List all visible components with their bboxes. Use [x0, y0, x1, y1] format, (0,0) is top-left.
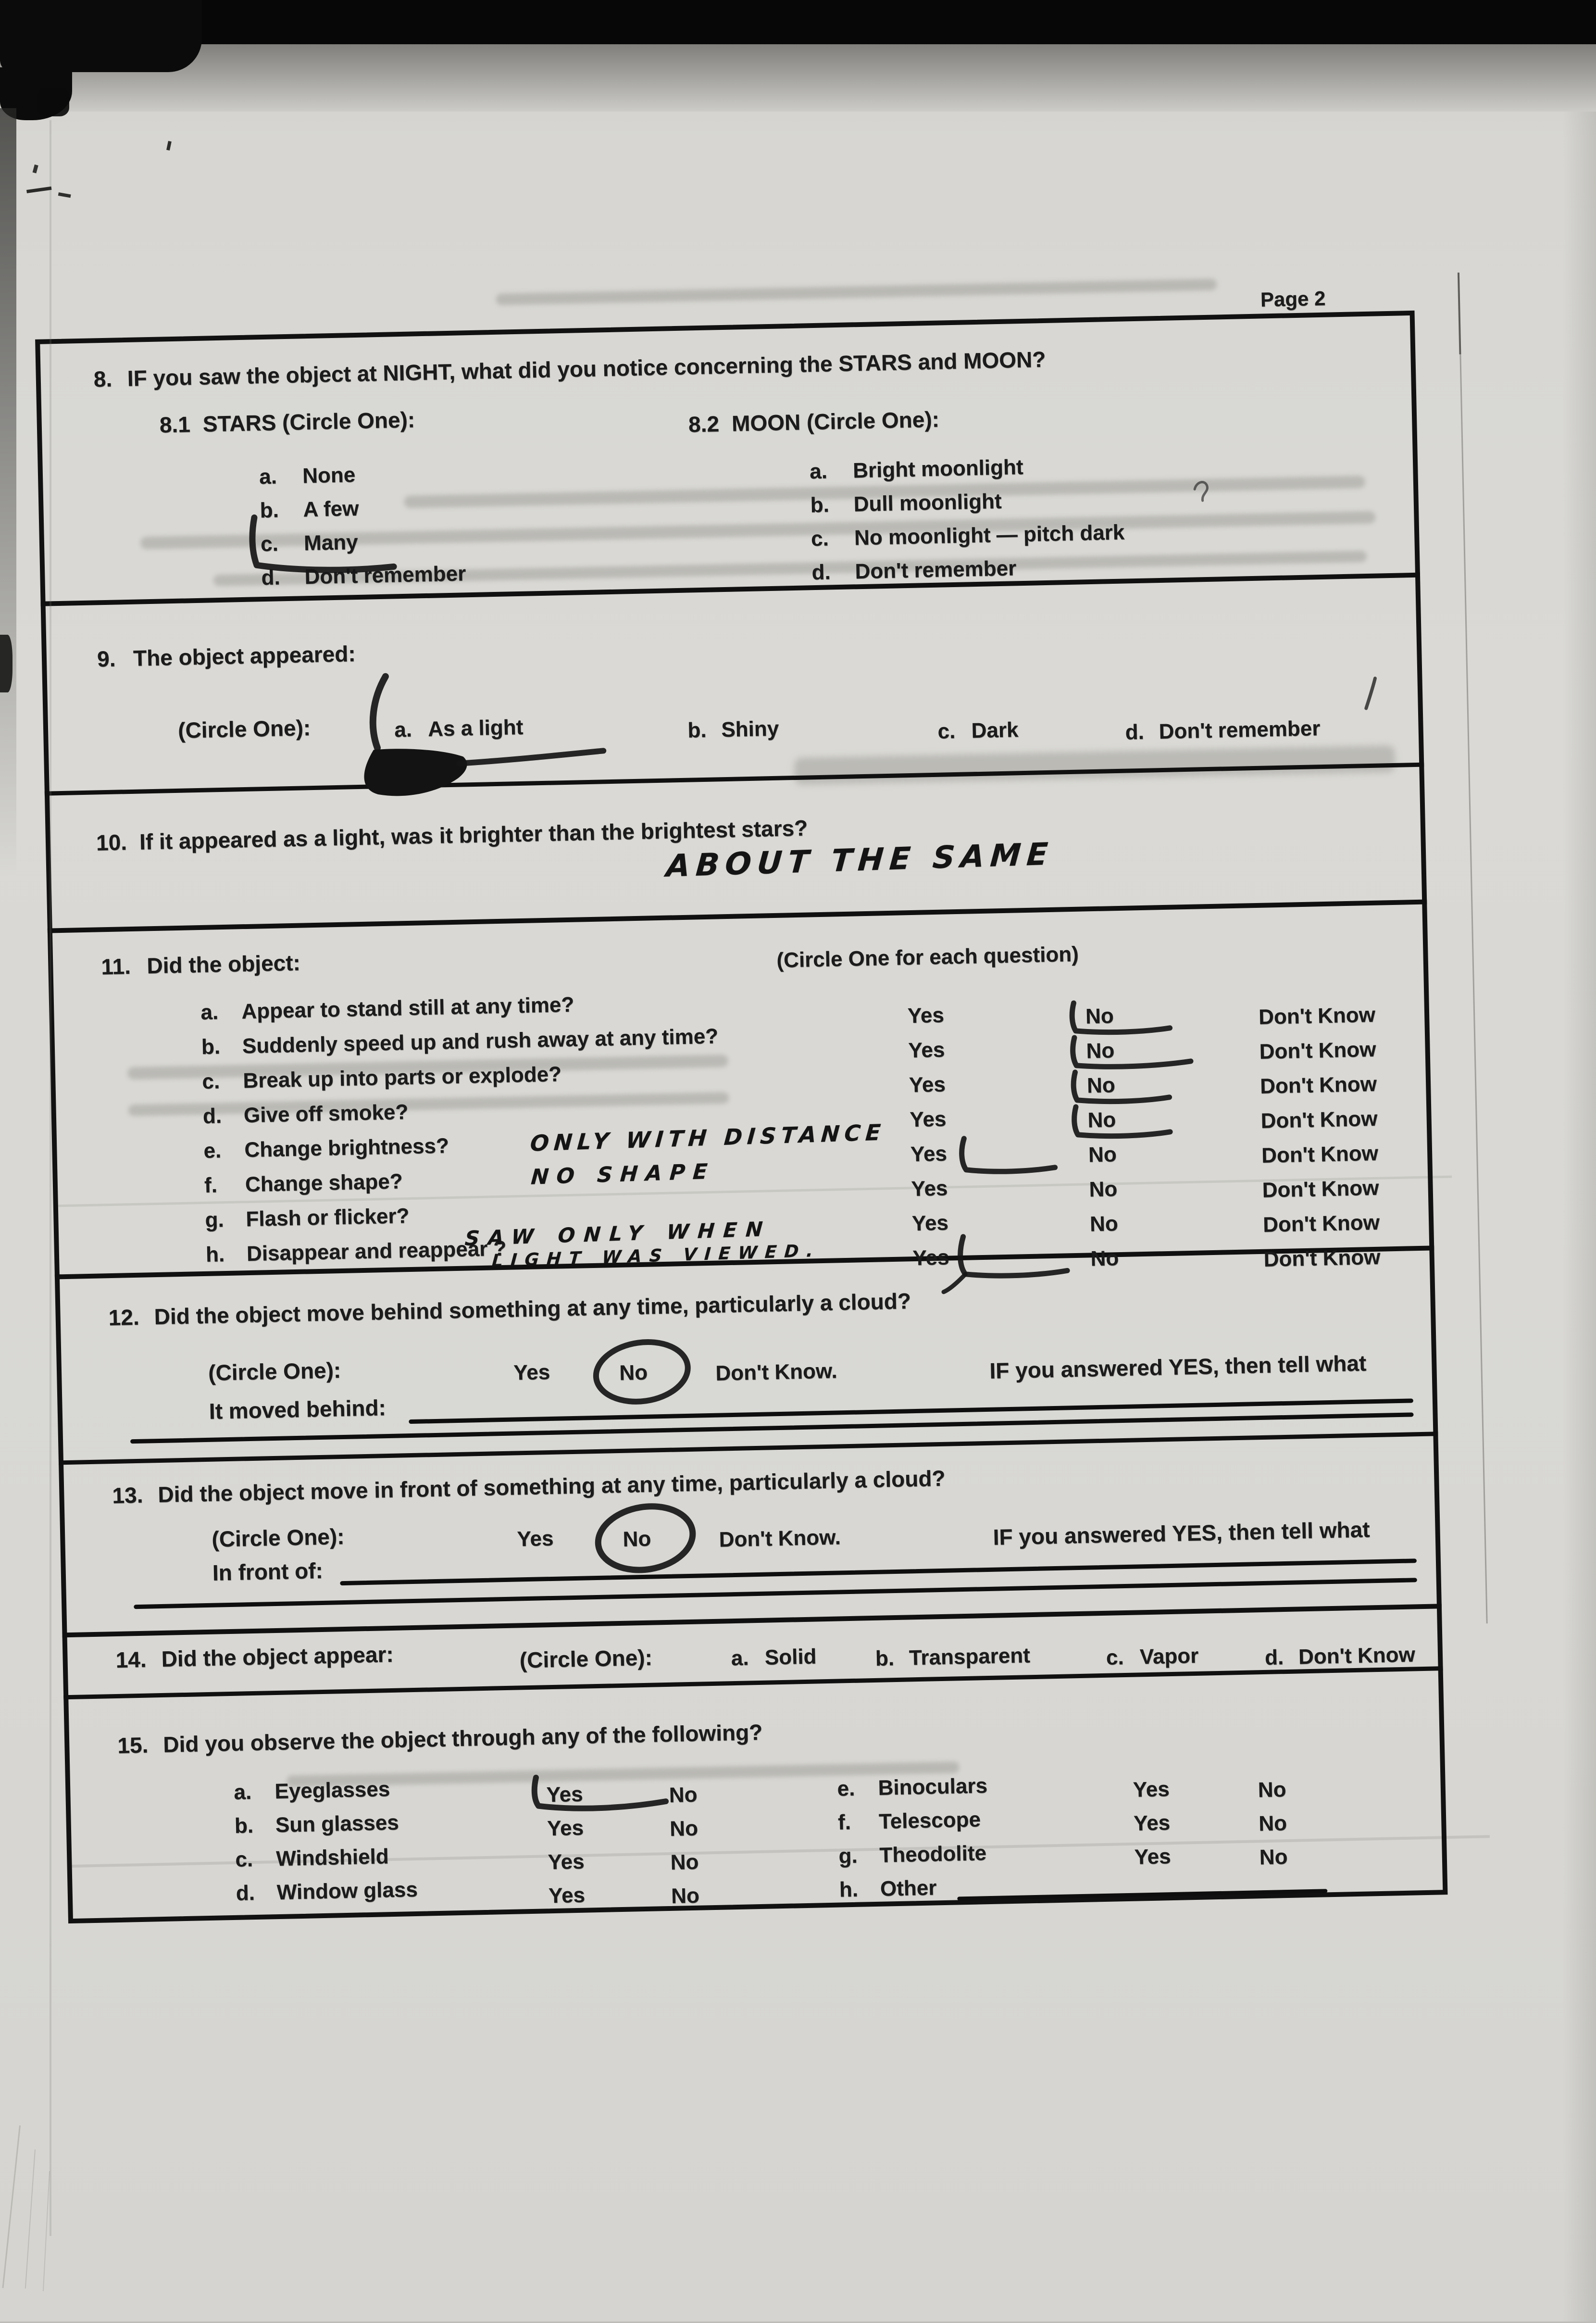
- q11-row-h-letter: h.: [205, 1243, 225, 1267]
- q14-option-b[interactable]: Transparent: [909, 1644, 1031, 1670]
- q15-c-yes[interactable]: Yes: [548, 1849, 585, 1874]
- q15-e-yes[interactable]: Yes: [1133, 1777, 1170, 1802]
- q11-row-h-label: Disappear and reappear ?: [246, 1236, 507, 1266]
- q13-dont-know[interactable]: Don't Know.: [719, 1525, 841, 1552]
- q11-row-d-label: Give off smoke?: [243, 1100, 409, 1128]
- q11-row-h-handwritten-note-line1: SAW ONLY WHEN: [464, 1217, 773, 1250]
- q8-2-option-d[interactable]: Don't remember: [855, 556, 1017, 584]
- q8-1-label: STARS (Circle One):: [202, 407, 415, 437]
- q9-option-b-letter: b.: [687, 718, 707, 742]
- q9-option-d[interactable]: Don't remember: [1159, 716, 1321, 744]
- q15-e-no[interactable]: No: [1258, 1778, 1286, 1802]
- q11-row-e-letter: e.: [203, 1139, 222, 1163]
- q11-row-b-dk[interactable]: Don't Know: [1259, 1037, 1376, 1064]
- q11-row-e-dk[interactable]: Don't Know: [1261, 1141, 1379, 1168]
- q13-no-circled[interactable]: No: [623, 1527, 651, 1551]
- q9-option-d-letter: d.: [1125, 720, 1145, 744]
- q15-b-letter: b.: [234, 1814, 254, 1838]
- q15-b-label: Sun glasses: [275, 1810, 399, 1837]
- q14-option-a[interactable]: Solid: [764, 1645, 817, 1670]
- q11-row-f-no[interactable]: No: [1089, 1177, 1118, 1202]
- q8-1-option-b[interactable]: A few: [303, 496, 359, 522]
- q8-2-option-a[interactable]: Bright moonlight: [852, 455, 1023, 483]
- q15-a-no[interactable]: No: [669, 1783, 698, 1807]
- q12-question: Did the object move behind something at any time, particularly a cloud?: [154, 1288, 911, 1330]
- q15-f-letter: f.: [837, 1810, 851, 1834]
- q9-option-c-letter: c.: [937, 719, 956, 743]
- q11-row-b-label: Suddenly speed up and rush away at any time?: [242, 1024, 719, 1058]
- q15-c-letter: c.: [235, 1847, 253, 1871]
- q15-f-no[interactable]: No: [1258, 1811, 1287, 1836]
- q15-c-no[interactable]: No: [670, 1850, 699, 1874]
- q12-tell-label: It moved behind:: [209, 1395, 387, 1424]
- q11-row-d-no-selected[interactable]: No: [1087, 1108, 1116, 1132]
- q11-row-a-dk[interactable]: Don't Know: [1258, 1003, 1376, 1029]
- q15-e-label: Binoculars: [878, 1774, 988, 1800]
- q12-yes[interactable]: Yes: [513, 1360, 550, 1385]
- q11-row-c-dk[interactable]: Don't Know: [1259, 1072, 1377, 1098]
- q14-number: 14.: [115, 1646, 147, 1672]
- q11-row-e-label: Change brightness?: [244, 1134, 449, 1162]
- q12-no-circled[interactable]: No: [619, 1360, 648, 1385]
- q11-row-e-no[interactable]: No: [1088, 1143, 1117, 1167]
- q13-circle-one-label: (Circle One):: [211, 1523, 345, 1552]
- q15-h-other-blank: [957, 1889, 1327, 1900]
- q15-a-yes-selected[interactable]: Yes: [546, 1782, 584, 1807]
- q15-a-letter: a.: [233, 1780, 252, 1804]
- q11-row-a-label: Appear to stand still at any time?: [241, 992, 574, 1024]
- q11-row-c-letter: c.: [201, 1069, 220, 1093]
- page-number: Page 2: [1260, 287, 1326, 311]
- page-margin-line: [1458, 273, 1488, 1623]
- q11-row-h-handwritten-note-line2: LIGHT WAS VIEWED.: [491, 1241, 822, 1271]
- q8-number: 8.: [93, 366, 112, 392]
- q11-row-c-yes[interactable]: Yes: [909, 1072, 946, 1097]
- scanner-top-gray-band: [0, 44, 1596, 112]
- q11-question: Did the object:: [146, 950, 301, 979]
- q8-2-option-b-letter: b.: [810, 493, 830, 517]
- q9-option-b[interactable]: Shiny: [721, 716, 779, 742]
- scanner-top-black-band: [0, 0, 1596, 45]
- q8-1-option-d[interactable]: Don't remember: [304, 562, 466, 589]
- q15-c-label: Windshield: [275, 1845, 389, 1871]
- q14-circle-one-label: (Circle One):: [519, 1645, 653, 1673]
- q11-row-g-dk[interactable]: Don't Know: [1262, 1210, 1380, 1237]
- q11-row-f-dk[interactable]: Don't Know: [1262, 1176, 1379, 1202]
- q15-g-letter: g.: [838, 1844, 858, 1868]
- q8-2-label: MOON (Circle One):: [731, 406, 940, 436]
- q11-row-e-handwritten-note: ONLY WITH DISTANCE: [529, 1119, 886, 1156]
- question-15: [40, 315, 1443, 1919]
- page-margin-line-dark: [1458, 273, 1461, 354]
- q8-2-option-c-letter: c.: [810, 527, 829, 551]
- edge-ink-speck: [37, 88, 69, 116]
- q8-2-number: 8.2: [688, 411, 720, 437]
- q12-dont-know[interactable]: Don't Know.: [715, 1359, 838, 1385]
- q15-d-label: Window glass: [276, 1877, 418, 1905]
- q11-row-g-letter: g.: [205, 1208, 224, 1232]
- q8-1-option-a[interactable]: None: [302, 463, 356, 488]
- questionnaire-border: [35, 311, 1447, 1923]
- q11-row-c-no-selected[interactable]: No: [1086, 1073, 1116, 1098]
- q14-option-b-letter: b.: [875, 1646, 895, 1670]
- q11-row-h-no[interactable]: No: [1090, 1246, 1119, 1271]
- q15-e-letter: e.: [837, 1776, 855, 1801]
- q11-row-c-label: Break up into parts or explode?: [242, 1062, 562, 1093]
- q15-b-no[interactable]: No: [669, 1816, 698, 1841]
- q11-row-b-letter: b.: [201, 1035, 221, 1059]
- left-edge-shadow: [0, 108, 16, 878]
- q11-row-f-letter: f.: [204, 1173, 218, 1197]
- q14-option-d[interactable]: Don't Know: [1298, 1643, 1416, 1669]
- q11-row-e-yes-selected[interactable]: Yes: [910, 1142, 948, 1167]
- q15-d-yes[interactable]: Yes: [548, 1883, 586, 1908]
- q15-number: 15.: [117, 1732, 149, 1758]
- q11-row-g-no[interactable]: No: [1089, 1212, 1119, 1236]
- q8-1-option-c-selected[interactable]: Many: [303, 530, 359, 555]
- q10-question: If it appeared as a light, was it brighter than the brightest stars?: [139, 815, 808, 854]
- q8-1-number: 8.1: [159, 412, 191, 438]
- q11-row-f-yes[interactable]: Yes: [910, 1176, 948, 1201]
- q11-row-d-letter: d.: [202, 1104, 222, 1128]
- q15-h-label: Other: [880, 1876, 937, 1901]
- q8-1-option-d-letter: d.: [261, 565, 281, 590]
- q11-circle-one-label: (Circle One for each question): [776, 942, 1079, 972]
- q10-number: 10.: [96, 829, 127, 855]
- q9-option-c[interactable]: Dark: [971, 718, 1019, 743]
- q11-row-f-handwritten-note: NO SHAPE: [530, 1159, 716, 1190]
- q15-question: Did you observe the object through any of the following?: [162, 1719, 763, 1757]
- q8-2-option-a-letter: a.: [809, 459, 828, 484]
- q13-number: 13.: [112, 1482, 143, 1508]
- q10-handwritten-answer: ABOUT THE SAME: [665, 836, 1055, 884]
- q12-number: 12.: [108, 1304, 140, 1331]
- q15-g-no[interactable]: No: [1259, 1845, 1288, 1870]
- q11-row-b-yes[interactable]: Yes: [908, 1038, 945, 1063]
- q8-2-option-c[interactable]: No moonlight — pitch dark: [854, 520, 1125, 550]
- q11-row-a-letter: a.: [200, 1000, 219, 1024]
- q11-row-g-yes[interactable]: Yes: [911, 1211, 949, 1236]
- q11-row-a-yes[interactable]: Yes: [907, 1003, 945, 1028]
- q15-a-label: Eyeglasses: [274, 1777, 390, 1804]
- q11-row-h-dk[interactable]: Don't Know: [1263, 1245, 1381, 1271]
- q14-option-c[interactable]: Vapor: [1139, 1644, 1199, 1669]
- q8-2-option-d-letter: d.: [811, 560, 831, 585]
- q11-row-h-yes-selected[interactable]: Yes: [912, 1245, 949, 1270]
- q9-option-a-selected[interactable]: As a light: [427, 715, 524, 741]
- q14-option-d-letter: d.: [1264, 1645, 1284, 1670]
- q11-row-d-dk[interactable]: Don't Know: [1260, 1106, 1378, 1133]
- q9-option-a-letter: a.: [394, 717, 412, 742]
- q9-circle-one-label: (Circle One):: [177, 715, 311, 743]
- q9-number: 9.: [97, 646, 116, 672]
- q13-if-yes-label: IF you answered YES, then tell what: [993, 1517, 1370, 1550]
- q14-option-c-letter: c.: [1106, 1645, 1124, 1670]
- q12-circle-one-label: (Circle One):: [208, 1357, 341, 1385]
- q15-f-yes[interactable]: Yes: [1133, 1811, 1171, 1835]
- q11-row-f-label: Change shape?: [245, 1169, 403, 1197]
- q11-row-g-label: Flash or flicker?: [245, 1204, 410, 1231]
- q12-if-yes-label: IF you answered YES, then tell what: [989, 1350, 1367, 1383]
- q15-h-letter: h.: [839, 1877, 859, 1902]
- q15-d-no[interactable]: No: [671, 1884, 700, 1908]
- q13-yes[interactable]: Yes: [517, 1526, 554, 1551]
- q8-1-option-c-letter: c.: [260, 532, 279, 556]
- left-margin-scratch: [50, 120, 51, 2236]
- q11-row-a-no-selected[interactable]: No: [1085, 1004, 1114, 1029]
- q11-number: 11.: [100, 954, 131, 979]
- q15-f-label: Telescope: [878, 1808, 981, 1833]
- q13-tell-label: In front of:: [212, 1557, 324, 1585]
- corner-ink-blob: [0, 0, 202, 72]
- q15-g-yes[interactable]: Yes: [1134, 1845, 1172, 1869]
- q11-row-d-yes[interactable]: Yes: [909, 1107, 947, 1132]
- q9-question: The object appeared:: [133, 641, 356, 671]
- q15-b-yes[interactable]: Yes: [547, 1816, 584, 1841]
- bleedthrough-line: [496, 278, 1217, 305]
- q11-row-b-no-selected[interactable]: No: [1086, 1039, 1115, 1063]
- q15-g-label: Theodolite: [879, 1841, 987, 1867]
- q8-1-option-a-letter: a.: [259, 465, 277, 489]
- q8-question: IF you saw the object at NIGHT, what did you notice concerning the STARS and MOON?: [127, 346, 1046, 391]
- q8-1-option-b-letter: b.: [260, 498, 279, 523]
- q15-d-letter: d.: [236, 1881, 255, 1905]
- q8-2-option-b[interactable]: Dull moonlight: [853, 489, 1002, 516]
- q14-question: Did the object appear:: [161, 1641, 394, 1672]
- q14-option-a-letter: a.: [731, 1646, 749, 1670]
- q13-question: Did the object move in front of something at any time, particularly a cloud?: [157, 1465, 946, 1507]
